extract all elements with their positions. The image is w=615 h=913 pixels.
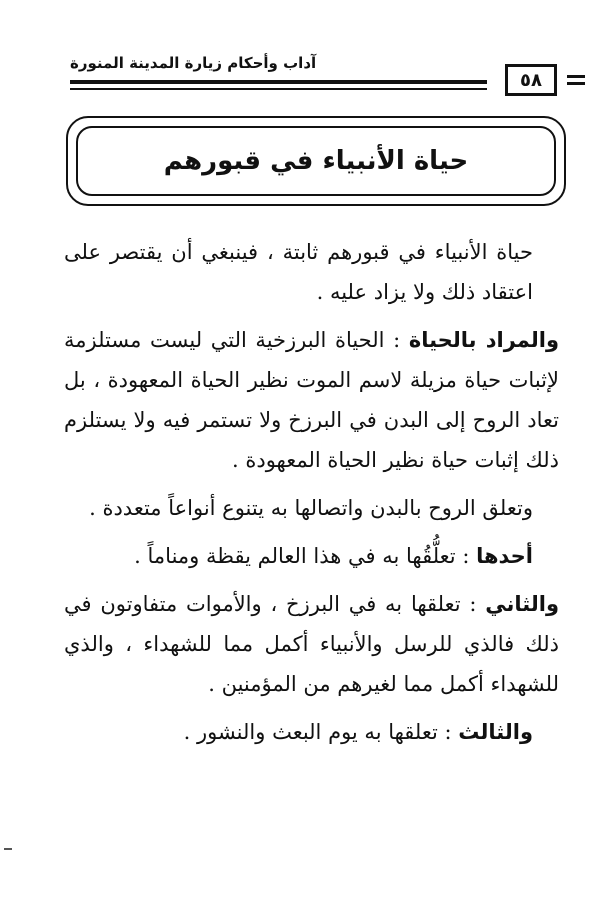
paragraph-5	[64, 584, 559, 704]
paragraph-text: : تعلقها به يوم البعث والنشور .	[183, 720, 459, 744]
paragraph-text: : تعلُّقُها به في هذا العالم يقظة ومناماً .	[134, 544, 477, 568]
section-title-inner-frame	[76, 126, 556, 196]
margin-mark	[4, 848, 12, 850]
paragraph-text: وتعلق الروح بالبدن واتصالها به يتنوع أنواعاً متعددة .	[89, 496, 533, 520]
paragraph-text: : تعلقها به في البرزخ ، والأموات متفاوتون في ذلك فالذي للرسل والأنبياء أكمل مما للشهداء ، والذي للشهداء أكمل مما لغيرهم من المؤمنين .	[64, 592, 559, 696]
paragraph-3	[64, 488, 559, 528]
header-rule-thin	[70, 88, 487, 90]
paragraph-label: والثاني	[485, 592, 559, 616]
page-number-mark-icon	[567, 75, 585, 89]
section-title-frame	[66, 116, 566, 206]
body-text	[64, 232, 559, 760]
header-rule-thick	[70, 80, 487, 84]
paragraph-text: حياة الأنبياء في قبورهم ثابتة ، فينبغي أن يقتصر على اعتقاد ذلك ولا يزاد عليه .	[64, 240, 533, 304]
paragraph-label: والثالث	[458, 720, 533, 744]
section-title: حياة الأنبياء في قبورهم	[163, 146, 469, 176]
paragraph-1	[64, 232, 559, 312]
paragraph-text: : الحياة البرزخية التي ليست مستلزمة لإثبات حياة مزيلة لاسم الموت نظير الحياة المعهودة ، بل تعاد الروح إلى البدن في البرزخ ولا تستمر فيه ولا يستلزم ذلك إثبات حياة نظير الحياة المعهودة .	[64, 328, 559, 472]
paragraph-6	[64, 712, 559, 752]
page-number: ٥٨	[505, 64, 557, 96]
running-header	[30, 48, 585, 108]
paragraph-label: أحدها	[476, 544, 533, 568]
paragraph-label: والمراد بالحياة	[408, 328, 559, 352]
paragraph-4	[64, 536, 559, 576]
paragraph-2	[64, 320, 559, 480]
book-title: آداب وأحكام زيارة المدينة المنورة	[70, 54, 317, 72]
